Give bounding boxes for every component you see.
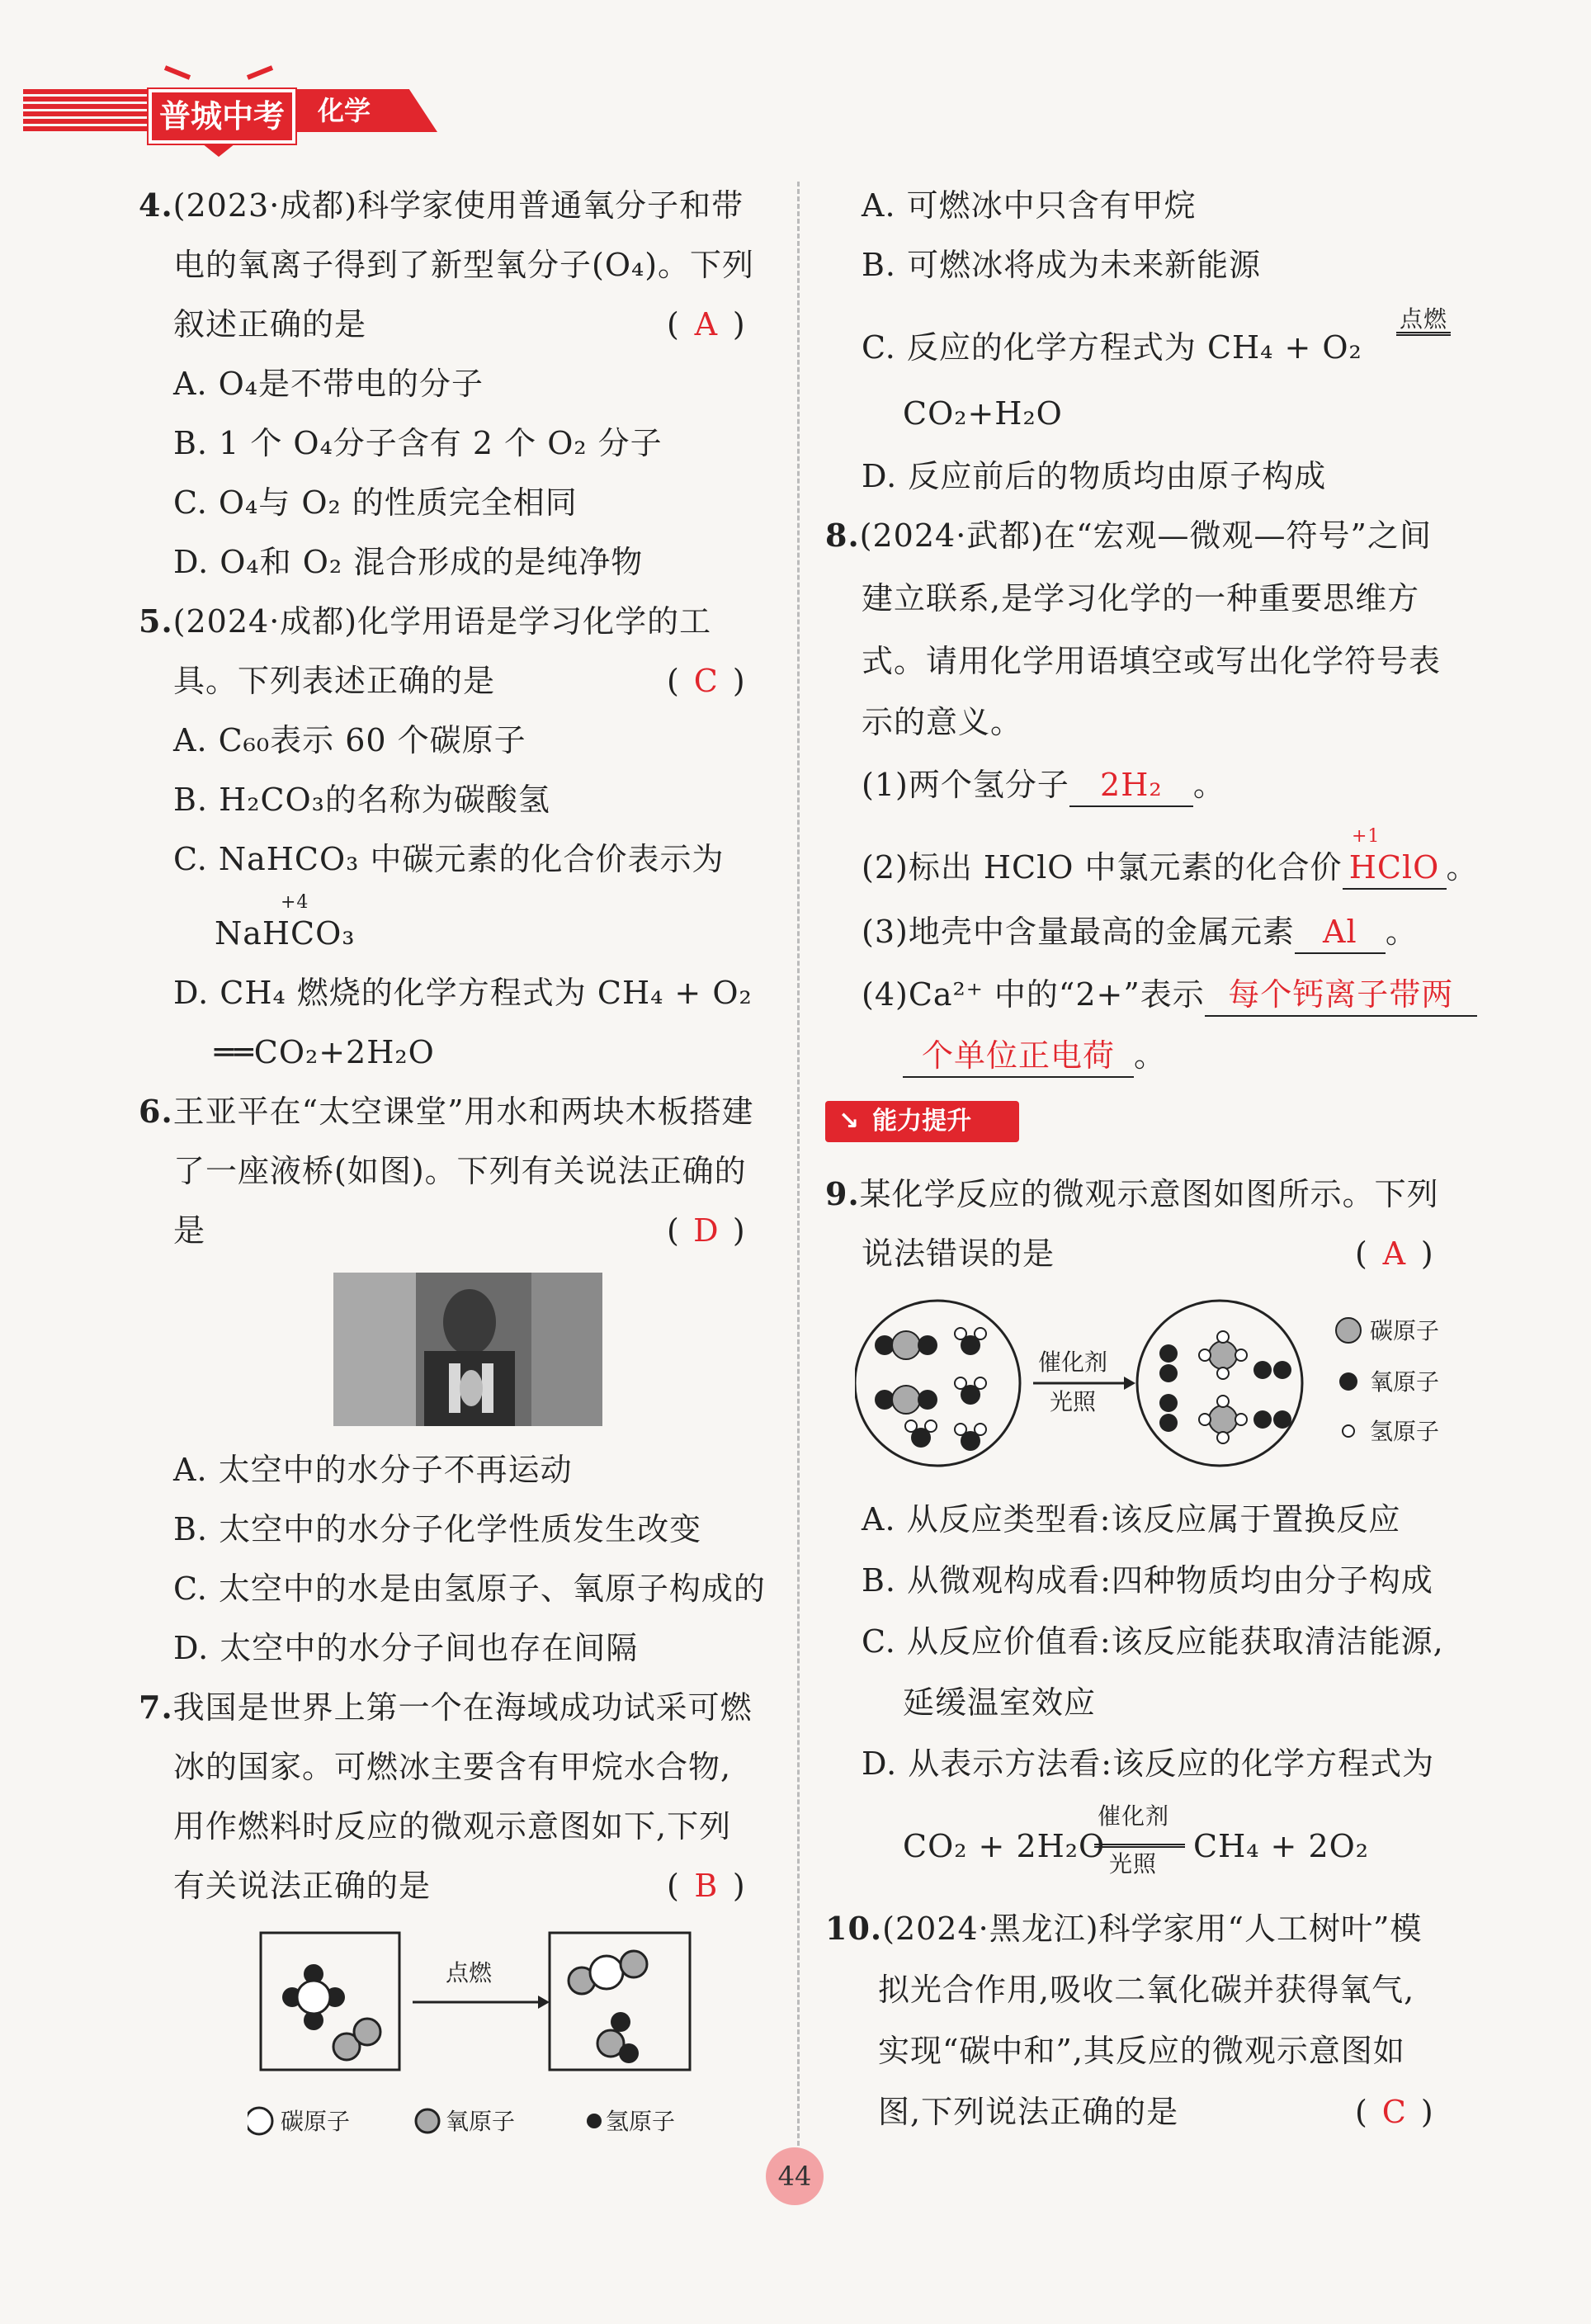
q9-eq-bottom: 光照	[1109, 1850, 1158, 1878]
q7-option-c-products: CO₂+H₂O	[903, 395, 1063, 432]
q7-option-b: B. 可燃冰将成为未来新能源	[862, 247, 1262, 283]
q8-part4-cont: 个单位正电荷 。	[903, 1035, 1166, 1078]
q5-answer: ( C )	[667, 660, 746, 701]
q8-number: 8.	[825, 517, 860, 554]
q9-option-c-cont: 延缓温室效应	[903, 1684, 1097, 1721]
q7-arrow-label: 点燃	[446, 1959, 493, 1986]
q8-part3-answer: Al	[1295, 911, 1386, 954]
q9-eq-top: 催化剂	[1098, 1802, 1170, 1830]
q4-option-d: D. O₄和 O₂ 混合形成的是纯净物	[173, 544, 644, 580]
q10-stem-2: 拟光合作用,吸收二氧化碳并获得氧气,	[878, 1972, 1415, 2008]
column-divider	[797, 182, 800, 2146]
q6-line1	[139, 1091, 754, 1132]
q8-stem-1: (2024·武都)在“宏观—微观—符号”之间	[859, 517, 1432, 554]
q5-stem-2: 具。下列表述正确的是	[173, 663, 496, 699]
q9-legend-hydrogen: 氢原子	[1370, 1418, 1440, 1445]
q6-option-b: B. 太空中的水分子化学性质发生改变	[173, 1511, 702, 1547]
q4-number: 4.	[139, 187, 173, 224]
arrow-down-right-icon: ↘	[838, 1107, 860, 1136]
q7-number: 7.	[139, 1689, 173, 1726]
q8-line1	[825, 515, 1432, 556]
q9-option-b: B. 从微观构成看:四种物质均由分子构成	[862, 1562, 1433, 1599]
q8-part1: (1)两个氢分子 2H₂ 。	[862, 764, 1225, 807]
q4-option-a: A. O₄是不带电的分子	[173, 366, 484, 402]
q6-number: 6.	[139, 1093, 173, 1130]
q9-arrow-top: 催化剂	[1038, 1349, 1108, 1376]
q7-stem-4: 有关说法正确的是	[173, 1868, 432, 1904]
q10-answer-value: C	[1381, 2094, 1407, 2130]
q7-option-c: C. 反应的化学方程式为 CH₄ + O₂	[862, 329, 1362, 366]
q5-line1	[139, 601, 711, 642]
q6-answer-value: D	[693, 1212, 720, 1249]
q5-option-c-formula: NaHCO₃	[215, 915, 356, 952]
q10-answer: ( C )	[1355, 2091, 1434, 2133]
q8-part2: (2)标出 HClO 中氯元素的化合价 HClO 。	[862, 847, 1479, 890]
q5-option-a: A. C₆₀表示 60 个碳原子	[173, 722, 526, 758]
q10-stem-3: 实现“碳中和”,其反应的微观示意图如	[878, 2033, 1405, 2069]
q9-eq-left: CO₂ + 2H₂O	[903, 1828, 1106, 1864]
q9-option-d: D. 从表示方法看:该反应的化学方程式为	[862, 1745, 1435, 1782]
q6-stem-3: 是	[173, 1212, 206, 1249]
q4-answer: ( A )	[667, 304, 746, 345]
q7-line1	[139, 1687, 753, 1728]
q8-part2-answer: HClO	[1343, 847, 1447, 890]
q8-part1-answer: 2H₂	[1069, 764, 1193, 807]
q9-option-a: A. 从反应类型看:该反应属于置换反应	[862, 1501, 1401, 1538]
q10-number: 10.	[825, 1910, 883, 1947]
q9-reaction-diagram	[855, 1296, 1466, 1477]
q10-stem-4: 图,下列说法正确的是	[878, 2094, 1179, 2130]
q5-number: 5.	[139, 602, 173, 640]
q4-option-c: C. O₄与 O₂ 的性质完全相同	[173, 484, 578, 521]
q5-option-d-equation: ══CO₂+2H₂O	[215, 1034, 435, 1070]
q7-option-d: D. 反应前后的物质均由原子构成	[862, 458, 1327, 494]
q7-legend-hydrogen: 氢原子	[606, 2108, 676, 2135]
q7-option-c-condition: 点燃	[1396, 307, 1451, 336]
q6-answer: ( D )	[667, 1210, 746, 1251]
q8-part2-valence: +1	[1352, 826, 1381, 847]
liquid-bridge-photo	[333, 1273, 602, 1426]
q7-option-a: A. 可燃冰中只含有甲烷	[862, 187, 1197, 224]
section-title-text: 能力提升	[872, 1107, 972, 1136]
q4-line1	[139, 185, 744, 226]
subject-label: 化学	[318, 95, 371, 126]
q5-valence: +4	[281, 892, 309, 913]
q5-stem-1: (2024·成都)化学用语是学习化学的工	[172, 603, 712, 640]
section-title	[825, 1101, 1019, 1142]
q10-stem-1: (2024·黑龙江)科学家用“人工树叶”模	[882, 1911, 1423, 1947]
q4-stem-1: (2023·成都)科学家使用普通氧分子和带	[172, 187, 744, 224]
q5-option-b: B. H₂CO₃的名称为碳酸氢	[173, 782, 550, 818]
q9-arrow-bottom: 光照	[1050, 1388, 1097, 1415]
q4-answer-value: A	[694, 306, 719, 342]
q6-option-d: D. 太空中的水分子间也存在间隔	[173, 1630, 639, 1666]
q9-number: 9.	[825, 1175, 860, 1212]
q4-stem-2: 电的氧离子得到了新型氧分子(O₄)。下列	[173, 247, 755, 283]
q9-eq-right: CH₄ + 2O₂	[1193, 1828, 1370, 1864]
q9-line1	[825, 1174, 1439, 1215]
q6-option-a: A. 太空中的水分子不再运动	[173, 1452, 573, 1488]
q9-stem-1: 某化学反应的微观示意图如图所示。下列	[859, 1176, 1439, 1212]
q7-answer: ( B )	[667, 1865, 746, 1906]
q7-stem-1: 我国是世界上第一个在海域成功试采可燃	[172, 1689, 753, 1726]
logo-text: 普城中考	[149, 89, 295, 144]
q8-stem-2: 建立联系,是学习化学的一种重要思维方	[862, 580, 1420, 616]
q8-part4-answer-1: 每个钙离子带两	[1205, 974, 1477, 1017]
logo	[149, 59, 289, 158]
q6-stem-2: 了一座液桥(如图)。下列有关说法正确的	[173, 1153, 747, 1189]
q10-line1	[825, 1908, 1422, 1949]
q8-part4-answer-2: 个单位正电荷	[903, 1035, 1134, 1078]
q9-legend-oxygen: 氧原子	[1370, 1368, 1440, 1396]
q5-option-c: C. NaHCO₃ 中碳元素的化合价表示为	[173, 841, 725, 877]
q4-option-b: B. 1 个 O₄分子含有 2 个 O₂ 分子	[173, 425, 663, 461]
q7-stem-2: 冰的国家。可燃冰主要含有甲烷水合物,	[173, 1749, 732, 1785]
q8-stem-4: 示的意义。	[862, 704, 1023, 740]
q6-stem-1: 王亚平在“太空课堂”用水和两块木板搭建	[172, 1094, 754, 1130]
q9-stem-2: 说法错误的是	[862, 1235, 1055, 1272]
q9-answer-value: A	[1382, 1235, 1407, 1272]
q5-option-d: D. CH₄ 燃烧的化学方程式为 CH₄ + O₂	[173, 975, 753, 1011]
q7-legend-carbon: 碳原子	[281, 2108, 351, 2135]
q9-option-c: C. 从反应价值看:该反应能获取清洁能源,	[862, 1623, 1444, 1660]
q9-eq-arrow	[1094, 1844, 1185, 1848]
q7-reaction-diagram	[248, 1923, 743, 2146]
q9-legend-carbon: 碳原子	[1370, 1317, 1440, 1344]
q7-legend-oxygen: 氧原子	[446, 2108, 516, 2135]
q7-stem-3: 用作燃料时反应的微观示意图如下,下列	[173, 1808, 732, 1845]
q5-answer-value: C	[693, 663, 719, 699]
q9-answer: ( A )	[1355, 1233, 1434, 1274]
q8-part3: (3)地壳中含量最高的金属元素 Al 。	[862, 911, 1418, 954]
q4-stem-3: 叙述正确的是	[173, 306, 367, 342]
q8-part4: (4)Ca²⁺ 中的“2+”表示 每个钙离子带两	[862, 974, 1477, 1017]
page-number: 44	[766, 2147, 824, 2205]
q6-option-c: C. 太空中的水是由氢原子、氧原子构成的	[173, 1571, 766, 1607]
q7-answer-value: B	[694, 1868, 719, 1904]
q8-stem-3: 式。请用化学用语填空或写出化学符号表	[862, 643, 1442, 679]
